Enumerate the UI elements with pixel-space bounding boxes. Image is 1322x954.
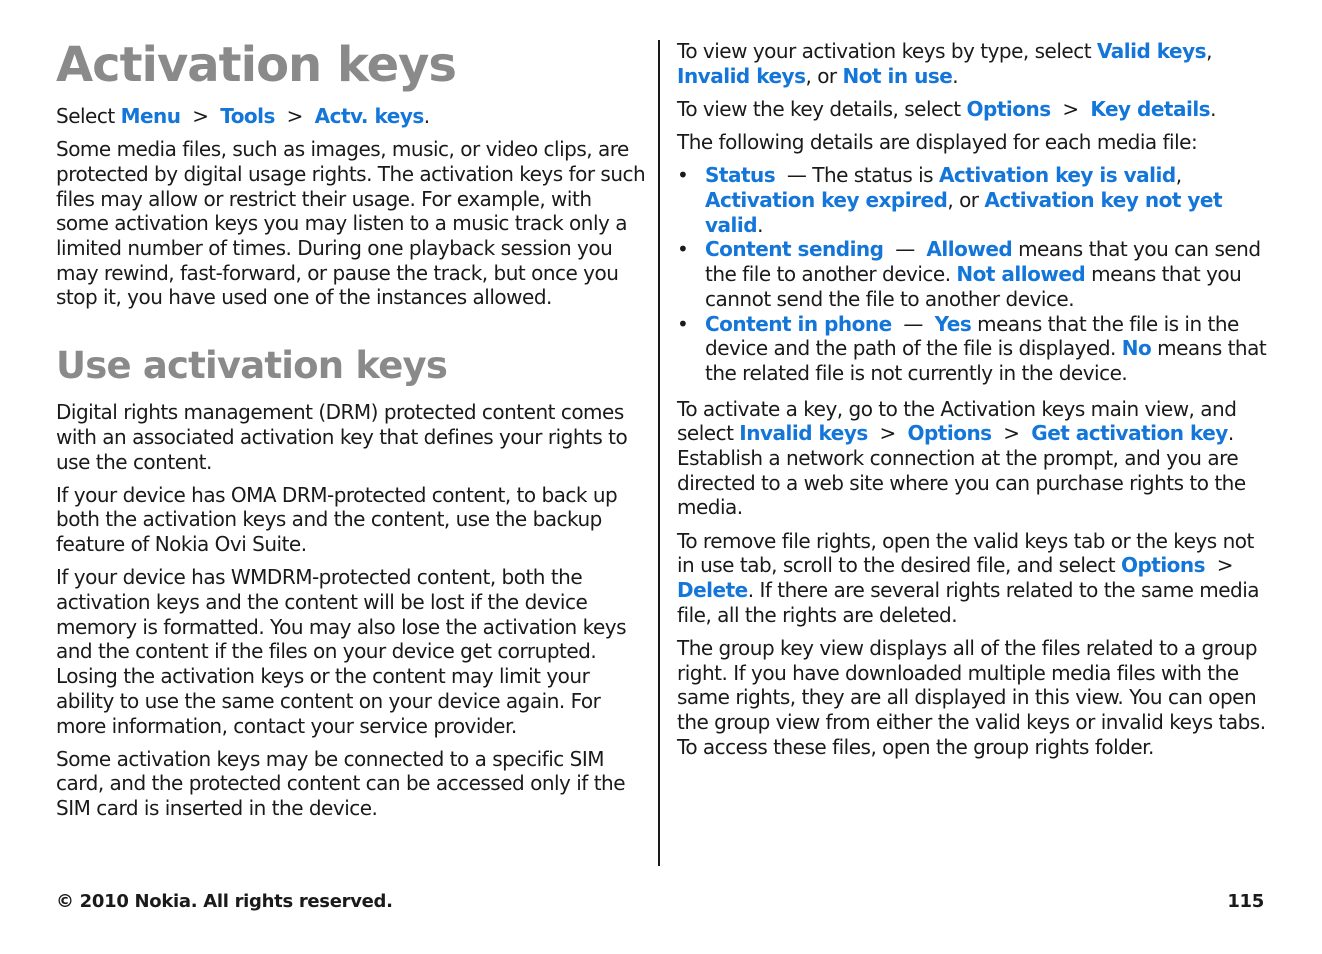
delete-link: Delete bbox=[677, 578, 748, 603]
wmdrm-paragraph: If your device has WMDRM-protected content, both the activation keys and the content will be lost if the device memory is formatted. You may also lose the activation keys and the content if the files on your device get corrupted. Losing the activation keys or the content may limit your ability to use the same content on your device again. For more information, contact your service provider. bbox=[56, 565, 627, 738]
view-by-type-paragraph: To view your activation keys by type, select Valid keys, Invalid keys, or Not in use. bbox=[677, 39, 1212, 88]
tools-link: Tools bbox=[220, 104, 275, 128]
options-link-3: Options bbox=[1120, 553, 1206, 578]
intro-paragraph: Some media files, such as images, music, or video clips, are protected by digital usage rights. The activation keys for such files may allow or restrict their usage. For example, with some activation keys you may listen to a music track only a limited number of times. During one playback session you may rewind, fast-forward, or pause the track, but once you stop it, you have used one of the instances allowed. bbox=[56, 137, 646, 310]
group-key-paragraph: The group key view displays all of the files related to a group right. If you have downloaded multiple media files with the same rights, they are all displayed in this view. You can open the group view from either the valid keys or invalid keys tabs. To access these files, open the group rights folder. bbox=[677, 635, 1266, 759]
section-title: Use activation keys bbox=[56, 344, 448, 388]
key-details-paragraph: To view the key details, select Options > Key details. bbox=[677, 96, 1216, 121]
get-activation-key-link: Get activation key bbox=[1031, 421, 1228, 446]
options-link-2: Options bbox=[907, 421, 992, 446]
list-item-content-in-phone: • Content in phone — Yes means that the file is in the device and the path of the file is displayed. No means that the related file is not currently in the device. bbox=[677, 312, 1269, 386]
oma-paragraph: If your device has OMA DRM-protected content, to back up both the activation keys and the content, use the backup feature of Nokia Ovi Suite. bbox=[56, 482, 618, 557]
activate-key-paragraph: To activate a key, go to the Activation keys main view, and select Invalid keys > Options > Get activation key. Establish a network connection at the prompt, and you are directed to a web site where you can purchase rights to the media. bbox=[677, 396, 1246, 520]
key-details-link: Key details bbox=[1090, 96, 1211, 121]
right-column bbox=[677, 39, 1269, 768]
invalid-keys-link-2: Invalid keys bbox=[739, 421, 868, 446]
sim-paragraph: Some activation keys may be connected to a specific SIM card, and the protected content can be accessed only if the SIM card is inserted in the device. bbox=[56, 746, 626, 821]
drm-paragraph: Digital rights management (DRM) protected content comes with an associated activation key that defines your rights to use the content. bbox=[56, 400, 628, 474]
copyright-footer: © 2010 Nokia. All rights reserved. bbox=[56, 891, 393, 912]
column-divider bbox=[658, 40, 660, 866]
details-intro: The following details are displayed for each media file: bbox=[677, 130, 1198, 155]
invalid-keys-link: Invalid keys bbox=[677, 63, 806, 88]
list-item-status: • Status — The status is Activation key is valid, Activation key expired, or Activation key not yet valid. bbox=[677, 163, 1269, 237]
options-link: Options bbox=[966, 96, 1051, 121]
valid-keys-link: Valid keys bbox=[1096, 39, 1207, 63]
page-number: 115 bbox=[1227, 891, 1264, 912]
menu-link: Menu bbox=[120, 104, 181, 128]
page-title: Activation keys bbox=[56, 37, 456, 93]
details-list bbox=[677, 163, 1269, 385]
remove-rights-paragraph: To remove file rights, open the valid keys tab or the keys not in use tab, scroll to the desired file, and select Options > Delete. If there are several rights related to the same media file, all the rights are deleted. bbox=[677, 528, 1260, 627]
list-item-content-sending: • Content sending — Allowed means that you can send the file to another device. Not allowed means that you cannot send the file to another device. bbox=[677, 237, 1269, 311]
menu-path: Select Menu > Tools > Actv. keys. bbox=[56, 104, 430, 128]
actv-keys-link: Actv. keys bbox=[314, 104, 424, 128]
not-in-use-link: Not in use bbox=[842, 63, 953, 88]
left-column bbox=[56, 36, 646, 829]
